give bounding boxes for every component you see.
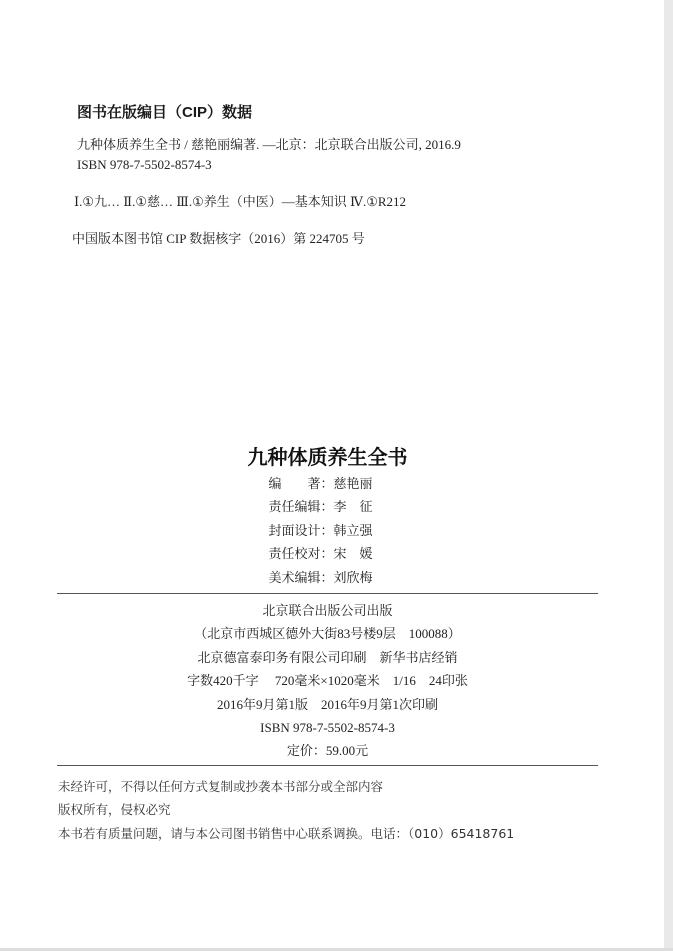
credit-role: 封面设计： [268,522,334,538]
notice-line: 版权所有，侵权必究 [58,802,171,818]
page-edge-shadow [664,0,673,951]
credit-person: 韩立强 [333,522,373,538]
publisher-address: （北京市西城区德外大街83号楼9层 100088） [194,626,461,642]
publisher-line: 北京联合出版公司出版 [262,603,393,618]
printer-line: 北京德富泰印务有限公司印刷 新华书店经销 [197,649,458,665]
format-specs: 字数420千字 720毫米×1020毫米 1/16 24印张 [187,673,468,689]
credit-row [0,472,655,495]
book-title: 九种体质养生全书 [247,445,408,469]
divider-top [57,593,598,594]
credit-person: 宋 媛 [333,546,373,562]
price-line: 定价：59.00元 [286,743,369,759]
credit-role: 责任校对： [268,546,334,562]
publication-info [0,599,655,763]
credit-row [0,519,655,542]
credit-row [0,566,655,589]
isbn-line: ISBN 978-7-5502-8574-3 [260,719,395,735]
cip-subject-classification: Ⅰ.①九… Ⅱ.①慈… Ⅲ.①养生（中医）—基本知识 Ⅳ.①R212 [74,194,407,209]
credits-list [0,472,655,589]
copyright-notices [58,775,514,845]
divider-bottom [57,765,598,766]
credit-row [0,495,655,518]
cip-isbn: ISBN 978-7-5502-8574-3 [77,157,212,172]
credit-role: 责任编辑： [268,499,334,515]
cip-heading: 图书在版编目（CIP）数据 [77,104,253,121]
notice-line: 未经许可，不得以任何方式复制或抄袭本书部分或全部内容 [58,779,384,794]
credit-role: 编 著： [268,476,334,491]
cip-record-number: 中国版本图书馆 CIP 数据核字（2016）第 224705 号 [72,231,365,246]
credit-person: 慈艳丽 [333,476,373,491]
credit-role: 美术编辑： [268,569,334,585]
credit-person: 刘欣梅 [333,569,373,585]
notice-line: 本书若有质量问题，请与本公司图书销售中心联系调换。电话：（010）65418761 [58,825,515,841]
credit-person: 李 征 [333,499,373,515]
edition-line: 2016年9月第1版 2016年9月第1次印刷 [216,696,438,712]
cip-bibliographic-line: 九种体质养生全书 / 慈艳丽编著. —北京：北京联合出版公司, 2016.9 [77,137,461,152]
credit-row [0,542,655,565]
